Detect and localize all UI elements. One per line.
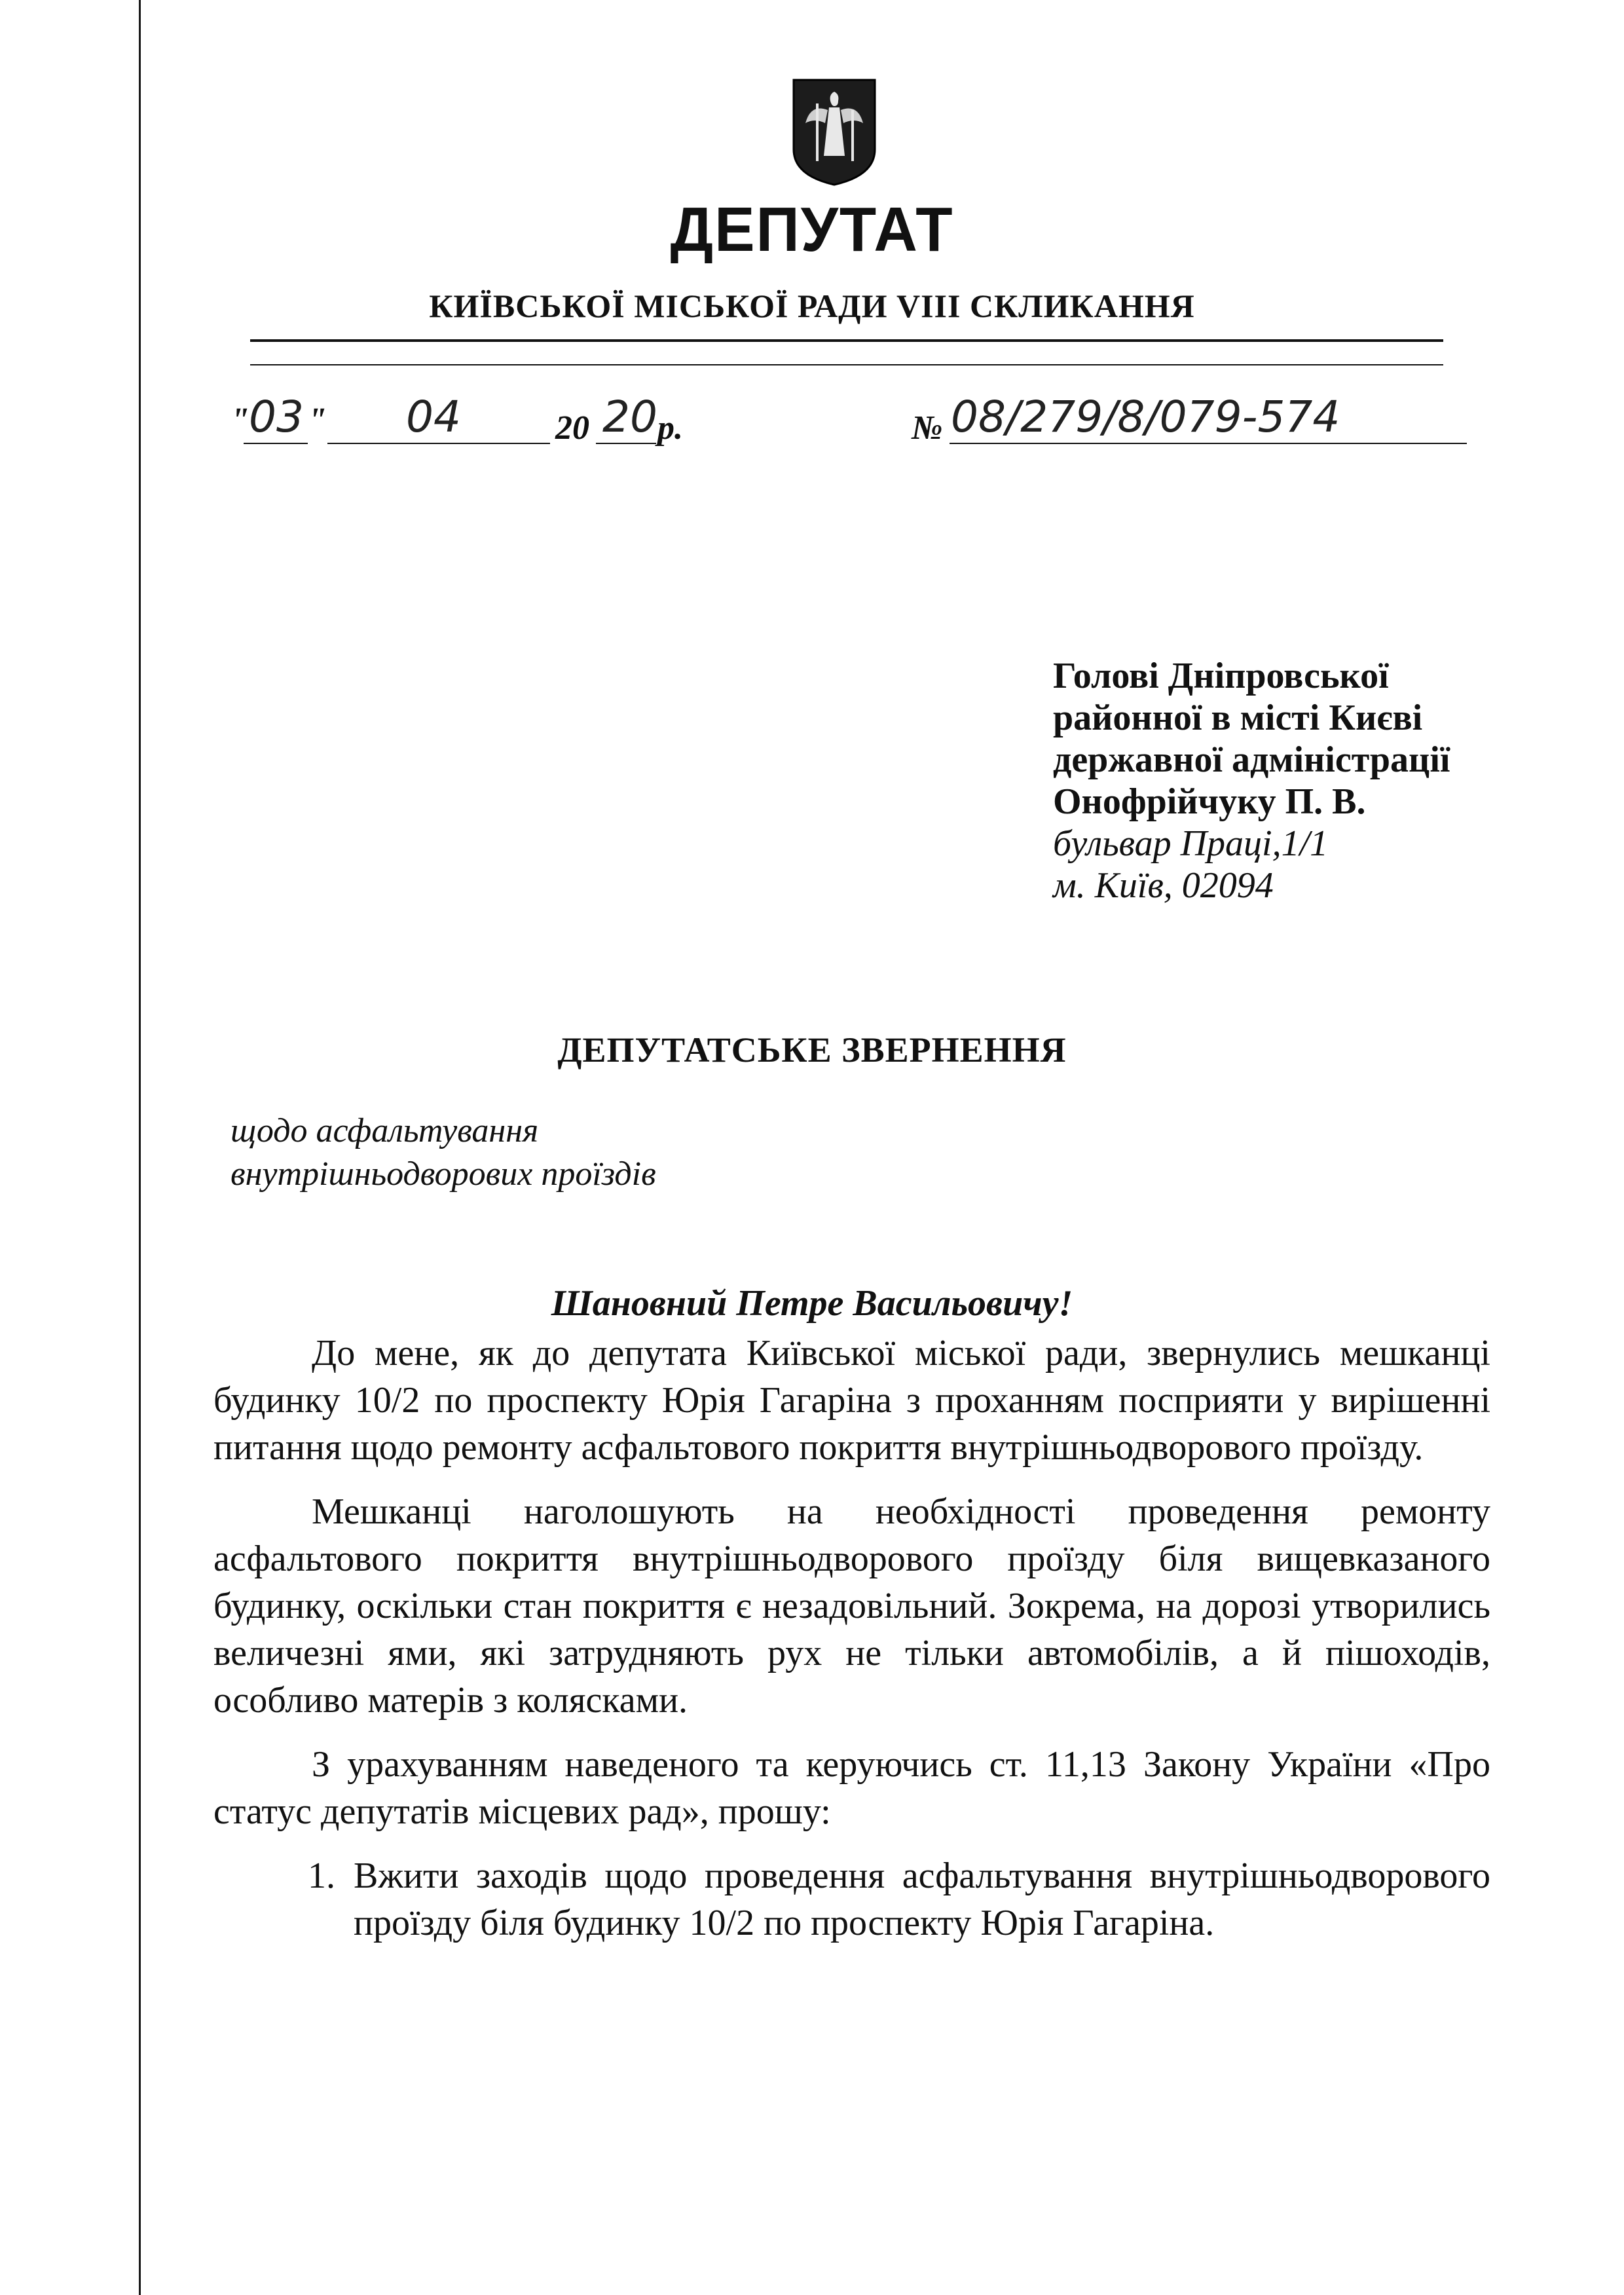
document-title: ДЕПУТАТ (670, 195, 954, 265)
body-paragraph: Мешканці наголошують на необхідності проведення ремонту асфальтового покриття внутрішньодворового проїзду біля вищевказаного будинку, оскільки стан покриття є незадовільний. Зокрема, на дорозі утворились величезні ями, які затрудняють рух не тільки автомобілів, а й пішоходів, особливо матерів з колясками. (213, 1491, 1490, 1721)
addressee-block (1053, 655, 1577, 906)
date-year-suffix: 20 (602, 392, 657, 442)
salutation: Шановний Петре Васильовичу! (551, 1283, 1073, 1324)
addressee-line: державної адміністрації (1053, 739, 1450, 780)
kyiv-coat-of-arms-icon (791, 77, 877, 187)
request-list (213, 1852, 1490, 1947)
document-subtitle: КИЇВСЬКОЇ МІСЬКОЇ РАДИ VIII СКЛИКАННЯ (429, 288, 1195, 324)
date-year-prefix: 20 (555, 409, 589, 447)
outgoing-number: 08/279/8/079-574 (951, 392, 1340, 442)
addressee-city: м. Київ, 02094 (1053, 865, 1274, 906)
body-paragraph: До мене, як до депутата Київської міської ради, звернулись мешканці будинку 10/2 по проспекту Юрія Гагаріна з проханням посприяти у вирішенні питання щодо ремонту асфальтового покриття внутрішньодворового проїзду. (213, 1333, 1490, 1468)
addressee-street: бульвар Праці,1/1 (1053, 823, 1329, 864)
date-month: 04 (406, 392, 461, 442)
date-day-underline (244, 443, 308, 444)
appeal-subject (231, 1110, 656, 1196)
date-day: 03 (249, 392, 304, 442)
subject-line: внутрішньодворових проїздів (231, 1155, 656, 1193)
header-rule-thin (250, 364, 1443, 365)
appeal-heading: ДЕПУТАТСЬКЕ ЗВЕРНЕННЯ (557, 1030, 1067, 1070)
date-quote-close: " (308, 401, 327, 439)
outgoing-number-label: № (912, 409, 943, 447)
subject-line: щодо асфальтування (231, 1112, 539, 1149)
request-item: 1. Вжити заходів щодо проведення асфальтування внутрішньодворового проїзду біля будинку 10/2 по проспекту Юрія Гагаріна. (344, 1852, 1490, 1947)
date-month-underline (327, 443, 550, 444)
addressee-line: Голові Дніпровської (1053, 656, 1389, 696)
binding-margin-line (139, 0, 141, 2295)
header-rule-thick (250, 339, 1443, 342)
date-quote-open: " (231, 401, 249, 439)
addressee-line: районної в місті Києві (1053, 698, 1423, 738)
appeal-body (213, 1330, 1490, 1947)
date-year-underline (596, 443, 656, 444)
date-year-mark: р. (657, 409, 683, 447)
body-paragraph: З урахуванням наведеного та керуючись ст. 11,13 Закону України «Про статус депутатів місцевих рад», прошу: (213, 1744, 1490, 1832)
outgoing-number-underline (950, 443, 1467, 444)
addressee-name: Онофрійчуку П. В. (1053, 781, 1366, 822)
